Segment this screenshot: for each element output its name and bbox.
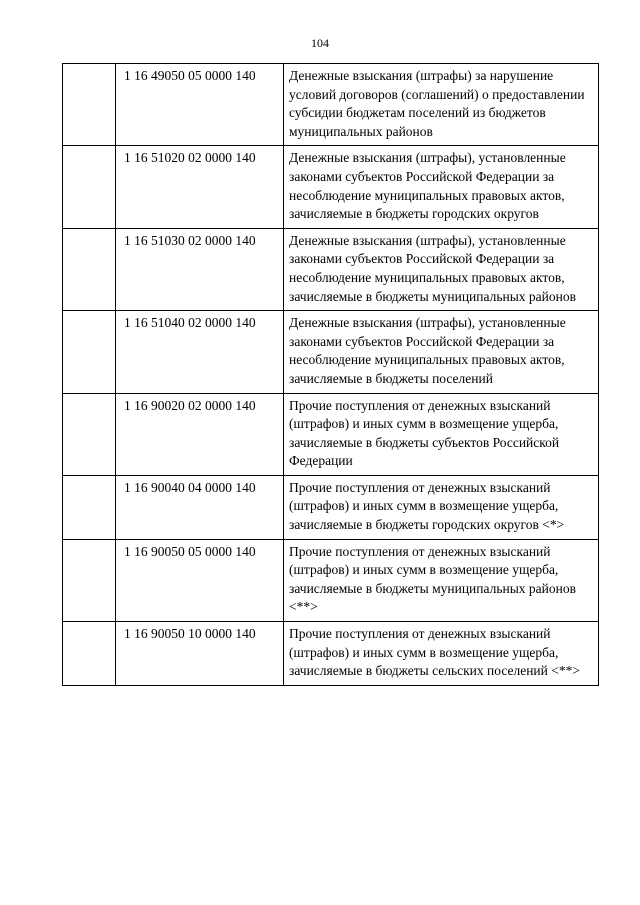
admin-code-cell	[63, 539, 116, 621]
table-row	[63, 311, 599, 393]
description-cell: Денежные взыскания (штрафы), установленные законами субъектов Российской Федерации за несоблюдение муниципальных правовых актов, зачисляемые в бюджеты поселений	[284, 311, 599, 393]
description-cell: Прочие поступления от денежных взысканий (штрафов) и иных сумм в возмещение ущерба, зачисляемые в бюджеты субъектов Российской Федерации	[284, 393, 599, 475]
table-row	[63, 146, 599, 228]
admin-code-cell	[63, 146, 116, 228]
description-cell: Прочие поступления от денежных взысканий (штрафов) и иных сумм в возмещение ущерба, зачисляемые в бюджеты сельских поселений <**>	[284, 622, 599, 686]
table-row	[63, 622, 599, 686]
table-row	[63, 539, 599, 621]
admin-code-cell	[63, 64, 116, 146]
revenue-code-cell: 1 16 90040 04 0000 140	[116, 475, 284, 539]
admin-code-cell	[63, 393, 116, 475]
page-number: 104	[311, 36, 329, 50]
description-cell: Денежные взыскания (штрафы), установленные законами субъектов Российской Федерации за несоблюдение муниципальных правовых актов, зачисляемые в бюджеты городских округов	[284, 146, 599, 228]
description-cell: Прочие поступления от денежных взысканий (штрафов) и иных сумм в возмещение ущерба, зачисляемые в бюджеты городских округов <*>	[284, 475, 599, 539]
revenue-code-cell: 1 16 90050 10 0000 140	[116, 622, 284, 686]
revenue-code-cell: 1 16 90020 02 0000 140	[116, 393, 284, 475]
revenue-code-cell: 1 16 90050 05 0000 140	[116, 539, 284, 621]
admin-code-cell	[63, 622, 116, 686]
revenue-code-cell: 1 16 51040 02 0000 140	[116, 311, 284, 393]
admin-code-cell	[63, 228, 116, 310]
table-row	[63, 64, 599, 146]
revenue-code-cell: 1 16 51030 02 0000 140	[116, 228, 284, 310]
table-row	[63, 475, 599, 539]
revenue-codes-table	[62, 63, 599, 686]
table-row	[63, 393, 599, 475]
admin-code-cell	[63, 311, 116, 393]
table-row	[63, 228, 599, 310]
description-cell: Денежные взыскания (штрафы), установленные законами субъектов Российской Федерации за несоблюдение муниципальных правовых актов, зачисляемые в бюджеты муниципальных районов	[284, 228, 599, 310]
revenue-code-cell: 1 16 51020 02 0000 140	[116, 146, 284, 228]
description-cell: Денежные взыскания (штрафы) за нарушение условий договоров (соглашений) о предоставлении субсидии бюджетам поселений из бюджетов муниципальных районов	[284, 64, 599, 146]
revenue-code-cell: 1 16 49050 05 0000 140	[116, 64, 284, 146]
admin-code-cell	[63, 475, 116, 539]
description-cell: Прочие поступления от денежных взысканий (штрафов) и иных сумм в возмещение ущерба, зачисляемые в бюджеты муниципальных районов <**>	[284, 539, 599, 621]
